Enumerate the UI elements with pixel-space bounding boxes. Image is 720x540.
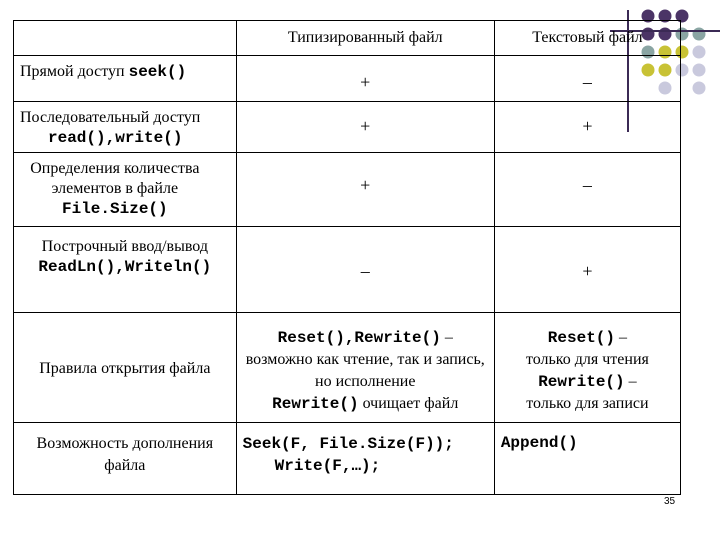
text-cell: – <box>494 56 680 102</box>
row-label: Определения количества элементов в файле File.Size() <box>14 153 237 227</box>
table-row <box>14 227 681 313</box>
text-rules-cell: Reset() – только для чтения Rewrite() – только для записи <box>494 313 680 423</box>
table-row <box>14 423 681 495</box>
decorative-dot <box>693 46 706 59</box>
typed-append-cell: Seek(F, File.Size(F)); Write(F,…); <box>236 423 494 495</box>
page-number: 35 <box>664 496 676 507</box>
typed-rules-cell: Reset(),Rewrite() – возможно как чтение, так и запись, но исполнение Rewrite() очищает файл <box>236 313 494 423</box>
header-text-file: Текстовый файл <box>494 21 680 56</box>
row-label: Построчный ввод/вывод ReadLn(),Writeln() <box>14 227 237 313</box>
row-label: Правила открытия файла <box>14 313 237 423</box>
header-empty-cell <box>14 21 237 56</box>
table-row <box>14 102 681 153</box>
table-row <box>14 153 681 227</box>
decorative-dot <box>693 64 706 77</box>
typed-cell: – <box>236 227 494 313</box>
text-cell: + <box>494 102 680 153</box>
row-label: Возможность дополнения файла <box>14 423 237 495</box>
row-label: Последовательный доступ read(),write() <box>14 102 237 153</box>
typed-cell: + <box>236 153 494 227</box>
table-row <box>14 56 681 102</box>
typed-cell: + <box>236 102 494 153</box>
text-cell: – <box>494 153 680 227</box>
text-cell: + <box>494 227 680 313</box>
decorative-dot <box>693 82 706 95</box>
row-label: Прямой доступ seek() <box>14 56 237 102</box>
table-row <box>14 313 681 423</box>
typed-cell: + <box>236 56 494 102</box>
header-typed-file: Типизированный файл <box>236 21 494 56</box>
text-append-cell: Append() <box>494 423 680 495</box>
comparison-table <box>13 20 681 495</box>
table-header-row <box>14 21 681 56</box>
